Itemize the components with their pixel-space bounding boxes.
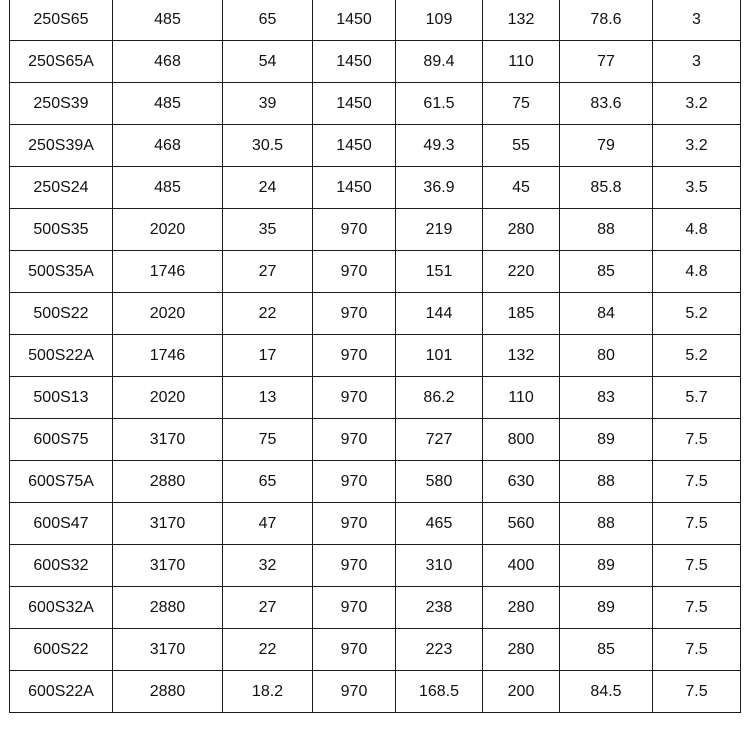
value-cell: 280 <box>483 209 560 251</box>
table-row <box>10 167 741 209</box>
value-cell: 13 <box>223 377 313 419</box>
value-cell: 970 <box>313 503 396 545</box>
value-cell: 86.2 <box>396 377 483 419</box>
value-cell: 88 <box>560 461 653 503</box>
value-cell: 5.2 <box>653 293 741 335</box>
value-cell: 970 <box>313 251 396 293</box>
table-row <box>10 419 741 461</box>
value-cell: 47 <box>223 503 313 545</box>
value-cell: 89 <box>560 419 653 461</box>
model-cell: 600S32A <box>10 587 113 629</box>
value-cell: 2880 <box>113 461 223 503</box>
value-cell: 36.9 <box>396 167 483 209</box>
value-cell: 970 <box>313 545 396 587</box>
value-cell: 151 <box>396 251 483 293</box>
value-cell: 27 <box>223 251 313 293</box>
value-cell: 468 <box>113 41 223 83</box>
value-cell: 84.5 <box>560 671 653 713</box>
value-cell: 970 <box>313 419 396 461</box>
value-cell: 1450 <box>313 0 396 41</box>
value-cell: 75 <box>483 83 560 125</box>
value-cell: 1450 <box>313 83 396 125</box>
value-cell: 1450 <box>313 41 396 83</box>
value-cell: 1450 <box>313 125 396 167</box>
model-cell: 600S22 <box>10 629 113 671</box>
model-cell: 250S24 <box>10 167 113 209</box>
value-cell: 970 <box>313 377 396 419</box>
model-cell: 600S22A <box>10 671 113 713</box>
value-cell: 83 <box>560 377 653 419</box>
value-cell: 30.5 <box>223 125 313 167</box>
value-cell: 65 <box>223 0 313 41</box>
value-cell: 2020 <box>113 377 223 419</box>
value-cell: 80 <box>560 335 653 377</box>
value-cell: 200 <box>483 671 560 713</box>
value-cell: 3170 <box>113 503 223 545</box>
value-cell: 88 <box>560 209 653 251</box>
value-cell: 2020 <box>113 209 223 251</box>
value-cell: 2880 <box>113 587 223 629</box>
pump-spec-table-body <box>10 0 741 713</box>
value-cell: 55 <box>483 125 560 167</box>
value-cell: 7.5 <box>653 545 741 587</box>
value-cell: 77 <box>560 41 653 83</box>
value-cell: 219 <box>396 209 483 251</box>
value-cell: 485 <box>113 0 223 41</box>
model-cell: 500S35 <box>10 209 113 251</box>
value-cell: 970 <box>313 293 396 335</box>
value-cell: 79 <box>560 125 653 167</box>
value-cell: 17 <box>223 335 313 377</box>
value-cell: 185 <box>483 293 560 335</box>
value-cell: 7.5 <box>653 503 741 545</box>
value-cell: 35 <box>223 209 313 251</box>
value-cell: 85.8 <box>560 167 653 209</box>
value-cell: 75 <box>223 419 313 461</box>
model-cell: 500S22 <box>10 293 113 335</box>
table-row <box>10 377 741 419</box>
value-cell: 49.3 <box>396 125 483 167</box>
value-cell: 18.2 <box>223 671 313 713</box>
value-cell: 89 <box>560 587 653 629</box>
value-cell: 84 <box>560 293 653 335</box>
value-cell: 800 <box>483 419 560 461</box>
value-cell: 110 <box>483 377 560 419</box>
table-row <box>10 251 741 293</box>
value-cell: 32 <box>223 545 313 587</box>
model-cell: 600S47 <box>10 503 113 545</box>
model-cell: 500S22A <box>10 335 113 377</box>
value-cell: 89.4 <box>396 41 483 83</box>
value-cell: 220 <box>483 251 560 293</box>
table-row <box>10 209 741 251</box>
value-cell: 7.5 <box>653 587 741 629</box>
value-cell: 970 <box>313 461 396 503</box>
value-cell: 22 <box>223 629 313 671</box>
model-cell: 250S65 <box>10 0 113 41</box>
model-cell: 600S75 <box>10 419 113 461</box>
value-cell: 168.5 <box>396 671 483 713</box>
value-cell: 110 <box>483 41 560 83</box>
value-cell: 78.6 <box>560 0 653 41</box>
value-cell: 24 <box>223 167 313 209</box>
value-cell: 238 <box>396 587 483 629</box>
table-row <box>10 41 741 83</box>
value-cell: 7.5 <box>653 671 741 713</box>
value-cell: 2020 <box>113 293 223 335</box>
value-cell: 45 <box>483 167 560 209</box>
value-cell: 88 <box>560 503 653 545</box>
value-cell: 39 <box>223 83 313 125</box>
value-cell: 970 <box>313 209 396 251</box>
value-cell: 3170 <box>113 629 223 671</box>
pump-spec-table <box>9 0 741 713</box>
value-cell: 5.2 <box>653 335 741 377</box>
value-cell: 144 <box>396 293 483 335</box>
table-row <box>10 461 741 503</box>
value-cell: 4.8 <box>653 251 741 293</box>
value-cell: 560 <box>483 503 560 545</box>
value-cell: 101 <box>396 335 483 377</box>
value-cell: 580 <box>396 461 483 503</box>
value-cell: 85 <box>560 251 653 293</box>
table-row <box>10 671 741 713</box>
value-cell: 132 <box>483 0 560 41</box>
value-cell: 485 <box>113 83 223 125</box>
value-cell: 54 <box>223 41 313 83</box>
value-cell: 1746 <box>113 251 223 293</box>
value-cell: 630 <box>483 461 560 503</box>
value-cell: 970 <box>313 587 396 629</box>
table-row <box>10 0 741 41</box>
table-row <box>10 503 741 545</box>
value-cell: 22 <box>223 293 313 335</box>
value-cell: 4.8 <box>653 209 741 251</box>
value-cell: 223 <box>396 629 483 671</box>
value-cell: 970 <box>313 335 396 377</box>
value-cell: 468 <box>113 125 223 167</box>
value-cell: 7.5 <box>653 419 741 461</box>
model-cell: 250S39 <box>10 83 113 125</box>
value-cell: 280 <box>483 629 560 671</box>
value-cell: 2880 <box>113 671 223 713</box>
value-cell: 3.2 <box>653 83 741 125</box>
table-row <box>10 335 741 377</box>
value-cell: 3170 <box>113 545 223 587</box>
value-cell: 310 <box>396 545 483 587</box>
value-cell: 1450 <box>313 167 396 209</box>
value-cell: 400 <box>483 545 560 587</box>
model-cell: 600S32 <box>10 545 113 587</box>
value-cell: 65 <box>223 461 313 503</box>
value-cell: 85 <box>560 629 653 671</box>
table-row <box>10 587 741 629</box>
pump-spec-table-container <box>9 0 740 713</box>
table-row <box>10 83 741 125</box>
value-cell: 485 <box>113 167 223 209</box>
value-cell: 3170 <box>113 419 223 461</box>
value-cell: 132 <box>483 335 560 377</box>
model-cell: 250S65A <box>10 41 113 83</box>
table-row <box>10 629 741 671</box>
value-cell: 727 <box>396 419 483 461</box>
model-cell: 500S13 <box>10 377 113 419</box>
value-cell: 83.6 <box>560 83 653 125</box>
value-cell: 27 <box>223 587 313 629</box>
value-cell: 3.5 <box>653 167 741 209</box>
value-cell: 1746 <box>113 335 223 377</box>
value-cell: 3.2 <box>653 125 741 167</box>
table-row <box>10 293 741 335</box>
table-row <box>10 125 741 167</box>
value-cell: 61.5 <box>396 83 483 125</box>
model-cell: 600S75A <box>10 461 113 503</box>
value-cell: 280 <box>483 587 560 629</box>
value-cell: 89 <box>560 545 653 587</box>
value-cell: 5.7 <box>653 377 741 419</box>
value-cell: 7.5 <box>653 461 741 503</box>
table-row <box>10 545 741 587</box>
model-cell: 500S35A <box>10 251 113 293</box>
value-cell: 970 <box>313 629 396 671</box>
model-cell: 250S39A <box>10 125 113 167</box>
value-cell: 109 <box>396 0 483 41</box>
value-cell: 465 <box>396 503 483 545</box>
value-cell: 970 <box>313 671 396 713</box>
value-cell: 3 <box>653 0 741 41</box>
value-cell: 7.5 <box>653 629 741 671</box>
value-cell: 3 <box>653 41 741 83</box>
